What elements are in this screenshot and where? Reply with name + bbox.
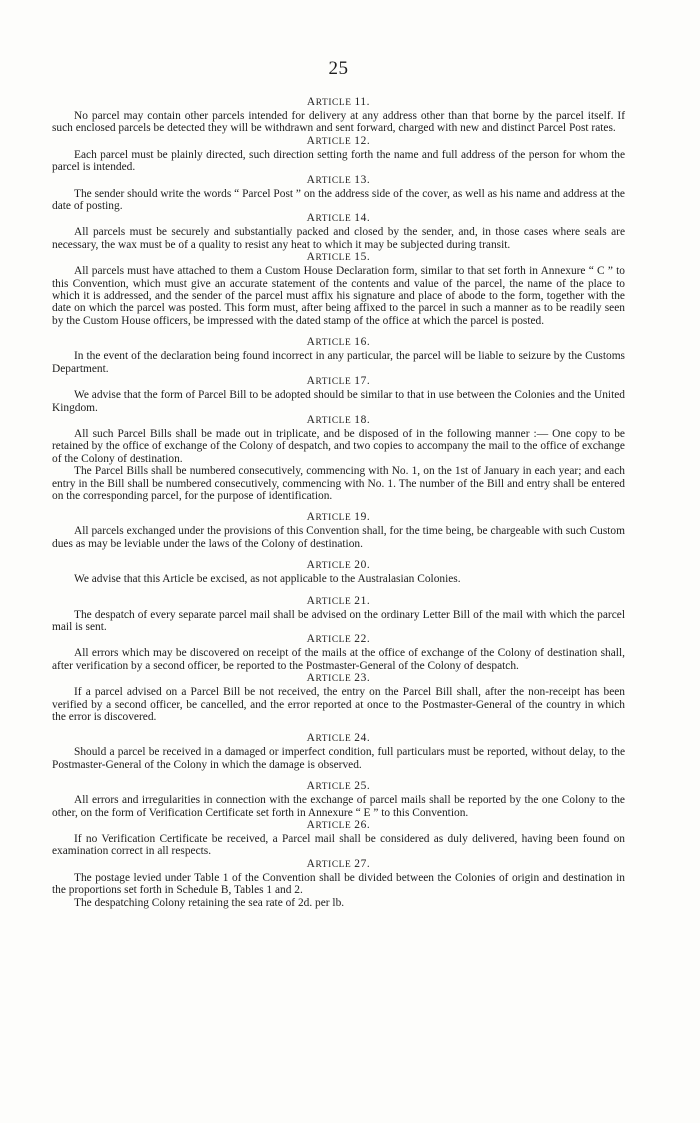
article-heading: ARTICLE 24. — [306, 732, 371, 745]
article-heading: ARTICLE 11. — [306, 96, 371, 108]
article-heading: ARTICLE 23. — [306, 672, 371, 685]
document-page — [52, 58, 625, 909]
article-heading: ARTICLE 19. — [306, 511, 371, 524]
article-heading: ARTICLE 14. — [306, 212, 371, 225]
article-heading: ARTICLE 17. — [306, 375, 371, 388]
article-paragraph: If a parcel advised on a Parcel Bill be not received, the entry on the Parcel Bill shall, after the non-receipt has been verified by a second officer, be cancelled, and the error reported at once to the Postmaster-General of the country in which the error is discovered. — [52, 686, 625, 723]
article-heading: ARTICLE 20. — [306, 559, 371, 572]
article-paragraph: Each parcel must be plainly directed, such direction setting forth the name and full address of the person for whom the parcel is intended. — [52, 148, 625, 174]
article-heading: ARTICLE 13. — [306, 173, 371, 186]
article-paragraph: In the event of the declaration being found incorrect in any particular, the parcel will be liable to seizure by the Customs Department. — [52, 350, 625, 375]
article-paragraph: All such Parcel Bills shall be made out in triplicate, and be disposed of in the following manner :— One copy to be retained by the office of exchange of the Colony of despatch, and two copies to accompany the mail to the office of exchange of the Colony of destination. — [52, 427, 625, 465]
article-paragraph: All parcels must have attached to them a Custom House Declaration form, similar to that set forth in Annexure “ C ” to this Convention, which must give an accurate statement of the contents and value of the parcel, the name of the place to which it is addressed, and the sender of the parcel must affix his signature and place of abode to the form, together with the date on which the parcel was posted. This form must, after being affixed to the parcel in such a manner as to be readily seen by the Custom House officers, be impressed with the dated stamp of the office at which the parcel is posted. — [52, 265, 625, 327]
article-paragraph: No parcel may contain other parcels intended for delivery at any address other than that borne by the parcel itself. If such enclosed parcels be detected they will be withdrawn and sent forward, charged with new and distinct Parcel Post rates. — [52, 110, 625, 135]
article-heading: ARTICLE 25. — [306, 780, 371, 793]
article-paragraph: All errors and irregularities in connection with the exchange of parcel mails shall be reported by the one Colony to the other, on the form of Verification Certificate set forth in Annexure “ E ” to this Convention. — [52, 794, 625, 819]
article-heading: ARTICLE 22. — [306, 633, 371, 646]
article-paragraph: All parcels exchanged under the provisions of this Convention shall, for the time being, be chargeable with such Custom dues as may be leviable under the laws of the Colony of destination. — [52, 525, 625, 550]
article-heading: ARTICLE 12. — [306, 134, 371, 147]
article-paragraph: We advise that this Article be excised, as not applicable to the Australasian Colonies. — [74, 573, 461, 586]
article-paragraph: We advise that the form of Parcel Bill to be adopted should be similar to that in use between the Colonies and the United Kingdom. — [52, 389, 625, 414]
article-paragraph: Should a parcel be received in a damaged or imperfect condition, full particulars must be reported, without delay, to the Postmaster-General of the Colony in which the damage is observed. — [52, 746, 625, 771]
article-paragraph: The sender should write the words “ Parcel Post ” on the address side of the cover, as well as his name and address at the date of posting. — [52, 187, 625, 213]
article-paragraph: The Parcel Bills shall be numbered consecutively, commencing with No. 1, on the 1st of January in each year; and each entry in the Bill shall be numbered consecutively, commencing with No. 1. The number of the Bill and entry shall be entered on the corresponding parcel, for the purpose of identification. — [52, 465, 625, 502]
article-heading: ARTICLE 27. — [306, 857, 371, 870]
article-paragraph: The despatch of every separate parcel mail shall be advised on the ordinary Letter Bill of the mail with which the parcel mail is sent. — [52, 608, 625, 633]
article-paragraph: All errors which may be discovered on receipt of the mails at the office of exchange of the Colony of destination shall, after verification by a second officer, be reported to the Postmaster-General of the Colony of despatch. — [52, 647, 625, 672]
article-heading: ARTICLE 15. — [306, 251, 371, 264]
article-paragraph: The despatching Colony retaining the sea rate of 2d. per lb. — [74, 896, 345, 909]
article-heading: ARTICLE 16. — [306, 336, 371, 349]
article-heading: ARTICLE 21. — [306, 594, 371, 607]
article-paragraph: If no Verification Certificate be received, a Parcel mail shall be considered as duly delivered, having been found on examination correct in all respects. — [52, 833, 625, 858]
page-number: 25 — [328, 58, 349, 79]
article-heading: ARTICLE 18. — [306, 413, 371, 426]
article-heading: ARTICLE 26. — [306, 819, 371, 832]
article-paragraph: The postage levied under Table 1 of the Convention shall be divided between the Colonies of origin and destination in the proportions set forth in Schedule B, Tables 1 and 2. — [52, 871, 625, 897]
document-body — [52, 96, 625, 909]
article-paragraph: All parcels must be securely and substantially packed and closed by the sender, and, in those cases where seals are necessary, the wax must be of a quality to resist any heat to which it may be subjected during transit. — [52, 226, 625, 251]
